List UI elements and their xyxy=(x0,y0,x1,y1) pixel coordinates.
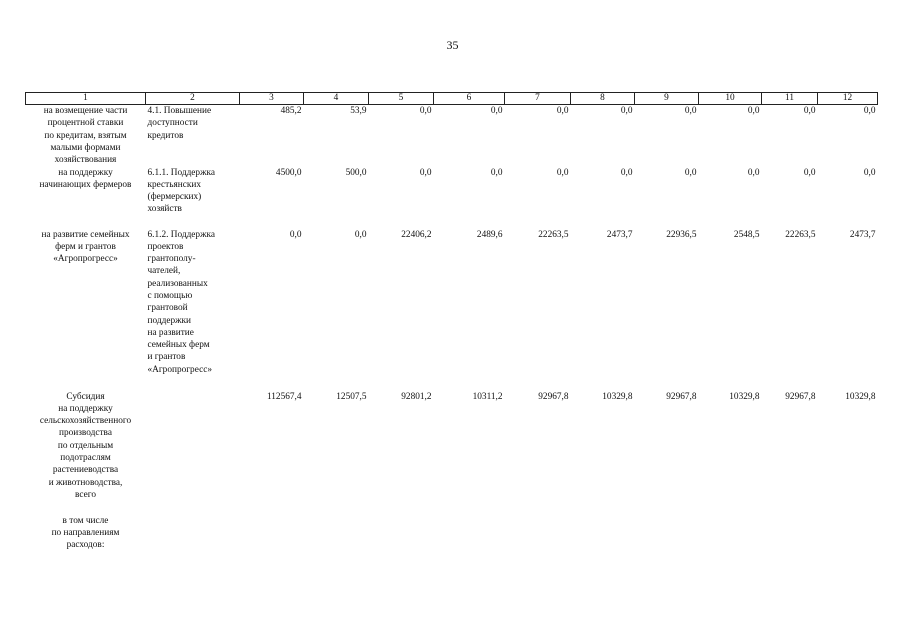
column-header-9: 9 xyxy=(635,93,699,105)
page-number: 35 xyxy=(446,38,459,52)
value-cell-col-8: 0,0 xyxy=(620,167,633,178)
column-header-2: 2 xyxy=(146,93,240,105)
value-cell-col-6: 0,0 xyxy=(490,167,503,178)
value-cell-col-10: 0,0 xyxy=(747,106,760,116)
table-row xyxy=(26,105,878,167)
value-cell-col-6: 0,0 xyxy=(490,106,503,116)
table-row xyxy=(26,229,878,391)
row-expense-direction: в том числе по направлениям расходов: xyxy=(51,515,120,551)
value-cell-col-10: 2548,5 xyxy=(733,229,760,240)
value-cell-col-7: 92967,8 xyxy=(538,391,569,402)
value-cell-col-8: 10329,8 xyxy=(602,391,633,402)
value-cell-col-8 xyxy=(571,515,635,555)
value-cell-col-4: 0,0 xyxy=(354,229,367,240)
value-cell-col-10 xyxy=(699,515,762,555)
row-program-event: 6.1.1. Поддержка крестьянских (фермерских) хозяйств xyxy=(147,167,215,215)
table-row xyxy=(26,515,878,555)
value-cell-col-3: 485,2 xyxy=(280,106,302,116)
value-cell-col-4: 53,9 xyxy=(350,106,367,116)
value-cell-col-3: 4500,0 xyxy=(275,167,302,178)
column-header-8: 8 xyxy=(571,93,635,105)
row-expense-direction: на развитие семейных ферм и грантов «Агропрогресс» xyxy=(41,229,130,265)
table-row xyxy=(26,391,878,515)
budget-table xyxy=(25,92,878,555)
row-program-event: 6.1.2. Поддержка проектов грантополу- чателей, реализованных с помощью грантовой поддержки на развитие семейных ферм и грантов «Агропрогресс» xyxy=(147,229,215,375)
value-cell-col-4: 12507,5 xyxy=(336,391,367,402)
column-header-7: 7 xyxy=(505,93,571,105)
value-cell-col-5: 0,0 xyxy=(419,106,432,116)
column-header-1: 1 xyxy=(26,93,146,105)
value-cell-col-5: 0,0 xyxy=(419,167,432,178)
value-cell-col-6: 10311,2 xyxy=(472,391,503,402)
column-header-3: 3 xyxy=(240,93,304,105)
value-cell-col-12: 0,0 xyxy=(863,167,876,178)
value-cell-col-9 xyxy=(635,515,699,555)
value-cell-col-4 xyxy=(304,515,369,555)
value-cell-col-9: 92967,8 xyxy=(666,391,697,402)
value-cell-col-11: 92967,8 xyxy=(785,391,816,402)
value-cell-col-3: 112567,4 xyxy=(266,391,302,402)
value-cell-col-10: 10329,8 xyxy=(729,391,760,402)
value-cell-col-9: 22936,5 xyxy=(666,229,697,240)
column-header-4: 4 xyxy=(304,93,369,105)
value-cell-col-7: 22263,5 xyxy=(538,229,569,240)
value-cell-col-12: 10329,8 xyxy=(845,391,876,402)
column-header-5: 5 xyxy=(369,93,434,105)
value-cell-col-7: 0,0 xyxy=(556,167,569,178)
row-expense-direction: на поддержку начинающих фермеров xyxy=(39,167,132,190)
value-cell-col-8: 0,0 xyxy=(620,106,633,116)
row-expense-direction: Субсидия на поддержку сельскохозяйственного производства по отдельным подотраслям растениеводства и животноводства, всего xyxy=(39,391,132,500)
value-cell-col-12 xyxy=(818,515,878,555)
table-row xyxy=(26,167,878,229)
value-cell-col-11: 0,0 xyxy=(803,167,816,178)
value-cell-col-11 xyxy=(762,515,818,555)
value-cell-col-12: 2473,7 xyxy=(849,229,876,240)
value-cell-col-3 xyxy=(240,515,304,555)
value-cell-col-5: 22406,2 xyxy=(401,229,432,240)
value-cell-col-9: 0,0 xyxy=(684,106,697,116)
row-program-event xyxy=(146,515,240,555)
column-header-12: 12 xyxy=(818,93,878,105)
column-header-11: 11 xyxy=(762,93,818,105)
value-cell-col-11: 0,0 xyxy=(803,106,816,116)
row-program-event xyxy=(146,391,240,515)
value-cell-col-7 xyxy=(505,515,571,555)
value-cell-col-3: 0,0 xyxy=(289,229,302,240)
value-cell-col-10: 0,0 xyxy=(747,167,760,178)
value-cell-col-4: 500,0 xyxy=(345,167,367,178)
row-expense-direction: на возмещение части процентной ставки по кредитам, взятым малыми формами хозяйствования xyxy=(43,106,128,166)
value-cell-col-7: 0,0 xyxy=(556,106,569,116)
row-program-event: 4.1. Повышение доступности кредитов xyxy=(147,106,212,141)
value-cell-col-6: 2489,6 xyxy=(476,229,503,240)
value-cell-col-8: 2473,7 xyxy=(606,229,633,240)
table-header-row xyxy=(26,93,878,105)
value-cell-col-5 xyxy=(369,515,434,555)
column-header-6: 6 xyxy=(434,93,505,105)
value-cell-col-11: 22263,5 xyxy=(785,229,816,240)
column-header-10: 10 xyxy=(699,93,762,105)
value-cell-col-9: 0,0 xyxy=(684,167,697,178)
value-cell-col-12: 0,0 xyxy=(863,106,876,116)
value-cell-col-6 xyxy=(434,515,505,555)
table-body xyxy=(26,105,878,555)
value-cell-col-5: 92801,2 xyxy=(401,391,432,402)
